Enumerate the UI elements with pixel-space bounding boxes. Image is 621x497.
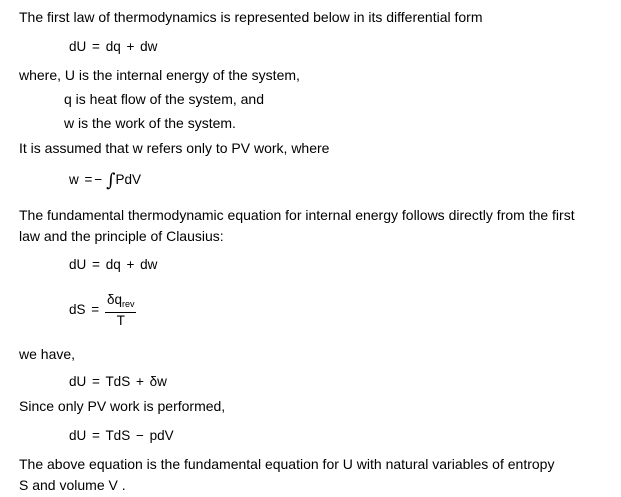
- numerator-term: δq: [106, 292, 122, 307]
- where-u-text: where, U is the internal energy of the system,: [19, 67, 300, 83]
- equation-work: [69, 171, 141, 190]
- equation-combined: [69, 373, 167, 391]
- eq-operator: −: [135, 428, 144, 443]
- integral-sign: ∫: [106, 170, 116, 191]
- we-have-text: we have,: [19, 346, 76, 362]
- eq-operator: =: [84, 172, 93, 187]
- fraction-numerator: [105, 292, 137, 313]
- fundamental-text-line1: The fundamental thermodynamic equation for internal energy follows directly from the first: [19, 207, 575, 223]
- eq-operator: =: [91, 302, 100, 318]
- intro-text: The first law of thermodynamics is represented below in its differential form: [19, 9, 483, 25]
- fraction: [105, 292, 137, 329]
- assumption-text: It is assumed that w refers only to PV work, where: [19, 140, 330, 156]
- equation-clausius: [69, 292, 136, 329]
- eq-term: dw: [140, 257, 158, 272]
- eq-operator: +: [126, 257, 135, 272]
- subscript: rev: [121, 299, 135, 309]
- fraction-denominator: T: [116, 313, 125, 328]
- eq-term: dS: [69, 302, 86, 318]
- where-q-text: q is heat flow of the system, and: [64, 91, 264, 107]
- eq-operator: −: [94, 172, 103, 187]
- eq-term: TdS: [105, 374, 131, 389]
- eq-term: PdV: [115, 172, 141, 187]
- conclusion-text-line1: The above equation is the fundamental equation for U with natural variables of entropy: [19, 456, 555, 472]
- eq-term: dU: [69, 257, 87, 272]
- eq-operator: =: [92, 257, 100, 272]
- since-text: Since only PV work is performed,: [19, 398, 226, 414]
- eq-term: w: [69, 172, 79, 187]
- eq-term: dq: [105, 257, 121, 272]
- eq-term: dq: [105, 39, 121, 54]
- equation-first-law-repeat: [69, 256, 157, 274]
- eq-term: dU: [69, 374, 87, 389]
- eq-term: TdS: [105, 428, 131, 443]
- equation-fundamental: [69, 427, 174, 445]
- fundamental-text-line2: law and the principle of Clausius:: [19, 228, 224, 244]
- eq-operator: +: [126, 39, 135, 54]
- eq-term: dU: [69, 39, 87, 54]
- equation-first-law: [69, 38, 157, 56]
- conclusion-text-line2: S and volume V .: [19, 477, 126, 493]
- eq-term: pdV: [149, 428, 174, 443]
- eq-operator: +: [135, 374, 144, 389]
- eq-term: dU: [69, 428, 87, 443]
- eq-operator: =: [92, 374, 100, 389]
- eq-operator: =: [92, 39, 100, 54]
- eq-operator: =: [92, 428, 100, 443]
- where-w-text: w is the work of the system.: [64, 115, 236, 131]
- eq-term: δw: [149, 374, 167, 389]
- eq-term: dw: [140, 39, 158, 54]
